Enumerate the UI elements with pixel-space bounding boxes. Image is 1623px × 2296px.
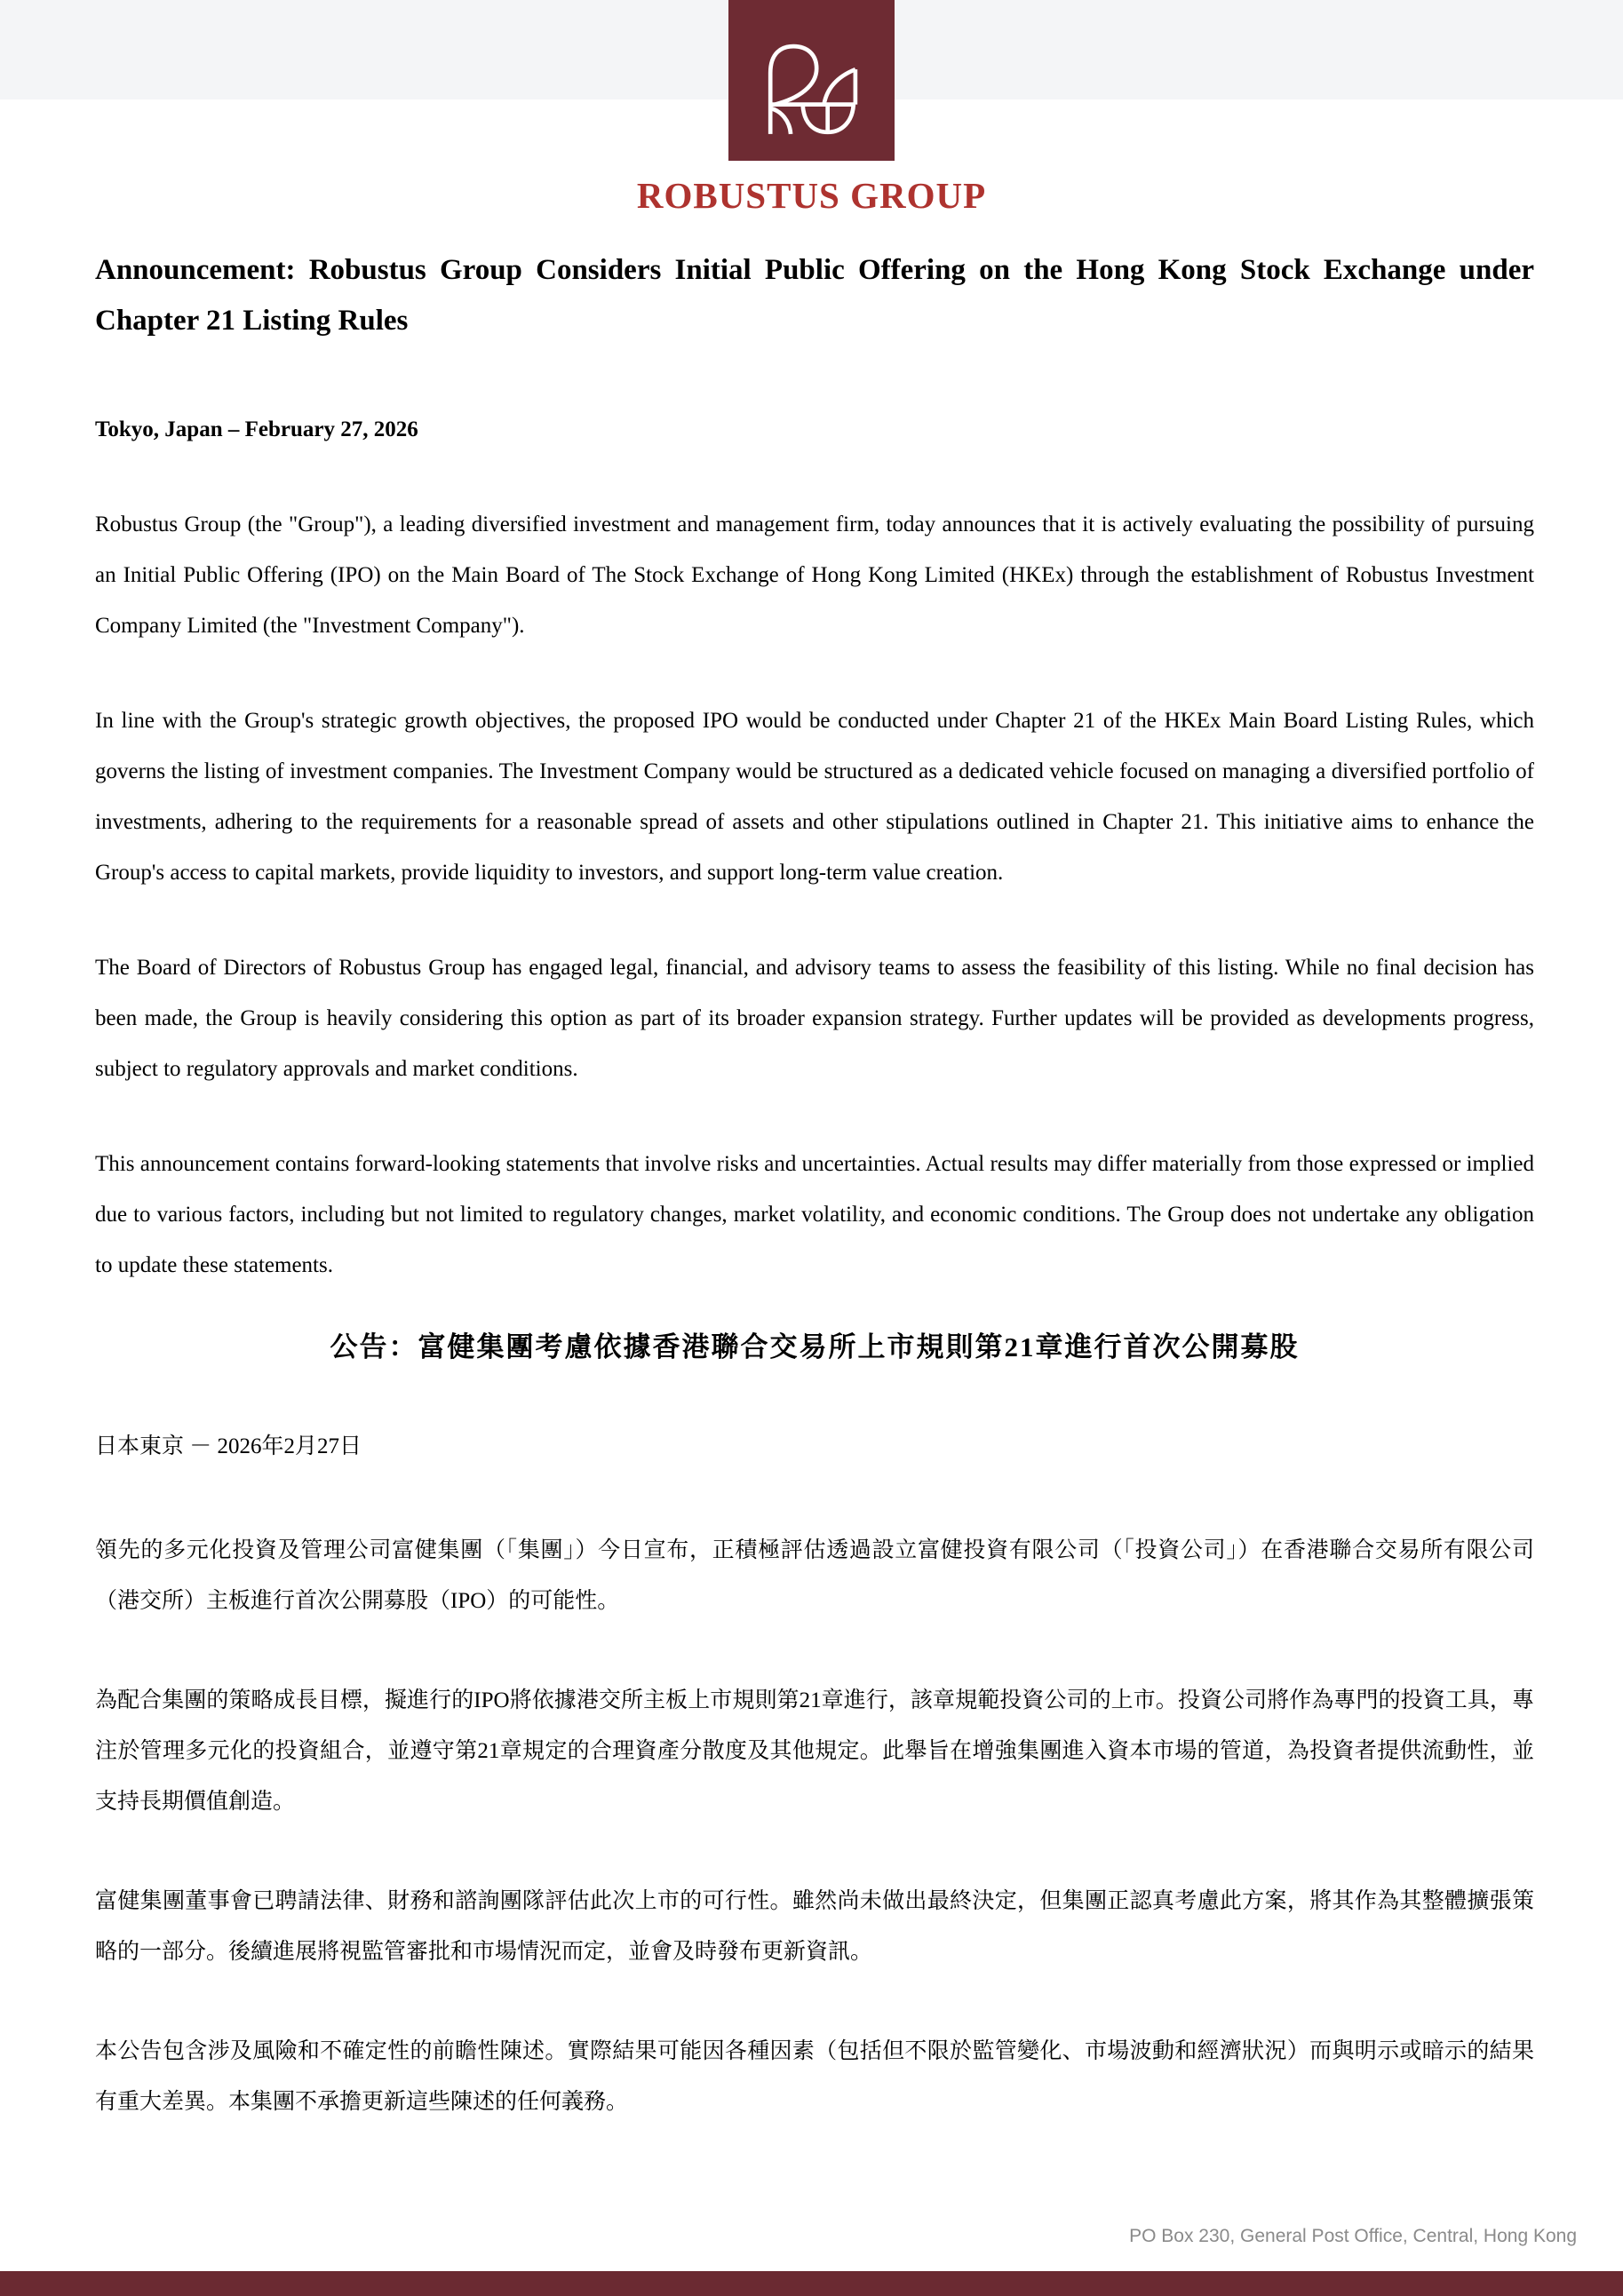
announcement-title-en: Announcement: Robustus Group Considers Initial Public Offering on the Hong Kong Stock Exchange under Chapter 21 Listing Rules [95, 254, 1534, 337]
announcement-title-zh: 公告：富健集團考慮依據香港聯合交易所上市規則第21章進行首次公開募股 [330, 1331, 1300, 1363]
paragraph-en-3: The Board of Directors of Robustus Group has engaged legal, financial, and advisory teams to assess the feasibility of this listing. While no final decision has been made, the Group is heavily considering this option as part of its broader expansion strategy. Further updates will be provided as developments progress, subject to regulatory approvals and market conditions. [95, 956, 1534, 1081]
footer-bar [0, 2271, 1623, 2296]
paragraph-zh-3: 富健集團董事會已聘請法律、財務和諮詢團隊評估此次上市的可行性。雖然尚未做出最終決定，但集團正認真考慮此方案，將其作為其整體擴張策略的一部分。後續進展將視監管審批和市場情況而定，並會及時發布更新資訊。 [95, 1889, 1534, 1964]
paragraph-en-1: Robustus Group (the "Group"), a leading diversified investment and management firm, today announces that it is actively evaluating the possibility of pursuing an Initial Public Offering (IPO) on the Main Board of The Stock Exchange of Hong Kong Limited (HKEx) through the establishment of Robustus Investment Company Limited (the "Investment Company"). [95, 512, 1534, 638]
paragraph-zh-4: 本公告包含涉及風險和不確定性的前瞻性陳述。實際結果可能因各種因素（包括但不限於監管變化、市場波動和經濟狀況）而與明示或暗示的結果有重大差異。本集團不承擔更新這些陳述的任何義務。 [95, 2039, 1534, 2114]
company-logo [728, 0, 895, 161]
footer-address: PO Box 230, General Post Office, Central, Hong Kong [1129, 2226, 1577, 2246]
robustus-monogram-icon [766, 44, 858, 140]
dateline-zh: 日本東京 － 2026年2月27日 [95, 1434, 362, 1458]
brand-name: ROBUSTUS GROUP [636, 175, 987, 216]
paragraph-zh-1: 領先的多元化投資及管理公司富健集團（「集團」）今日宣布，正積極評估透過設立富健投資有限公司（「投資公司」）在香港聯合交易所有限公司（港交所）主板進行首次公開募股（IPO）的可能性。 [95, 1538, 1534, 1613]
paragraph-zh-2: 為配合集團的策略成長目標，擬進行的IPO將依據港交所主板上市規則第21章進行，該章規範投資公司的上市。投資公司將作為專門的投資工具，專注於管理多元化的投資組合，並遵守第21章規定的合理資產分散度及其他規定。此舉旨在增強集團進入資本市場的管道，為投資者提供流動性，並支持長期價值創造。 [95, 1688, 1534, 1814]
dateline-en: Tokyo, Japan – February 27, 2026 [95, 417, 418, 441]
paragraph-en-4: This announcement contains forward-looking statements that involve risks and uncertainties. Actual results may differ materially from those expressed or implied due to various factors, including but not limited to regulatory changes, market volatility, and economic conditions. The Group does not undertake any obligation to update these statements. [95, 1152, 1534, 1277]
paragraph-en-2: In line with the Group's strategic growth objectives, the proposed IPO would be conducted under Chapter 21 of the HKEx Main Board Listing Rules, which governs the listing of investment companies. The Investment Company would be structured as a dedicated vehicle focused on managing a diversified portfolio of investments, adhering to the requirements for a reasonable spread of assets and other stipulations outlined in Chapter 21. This initiative aims to enhance the Group's access to capital markets, provide liquidity to investors, and support long-term value creation. [95, 709, 1534, 885]
